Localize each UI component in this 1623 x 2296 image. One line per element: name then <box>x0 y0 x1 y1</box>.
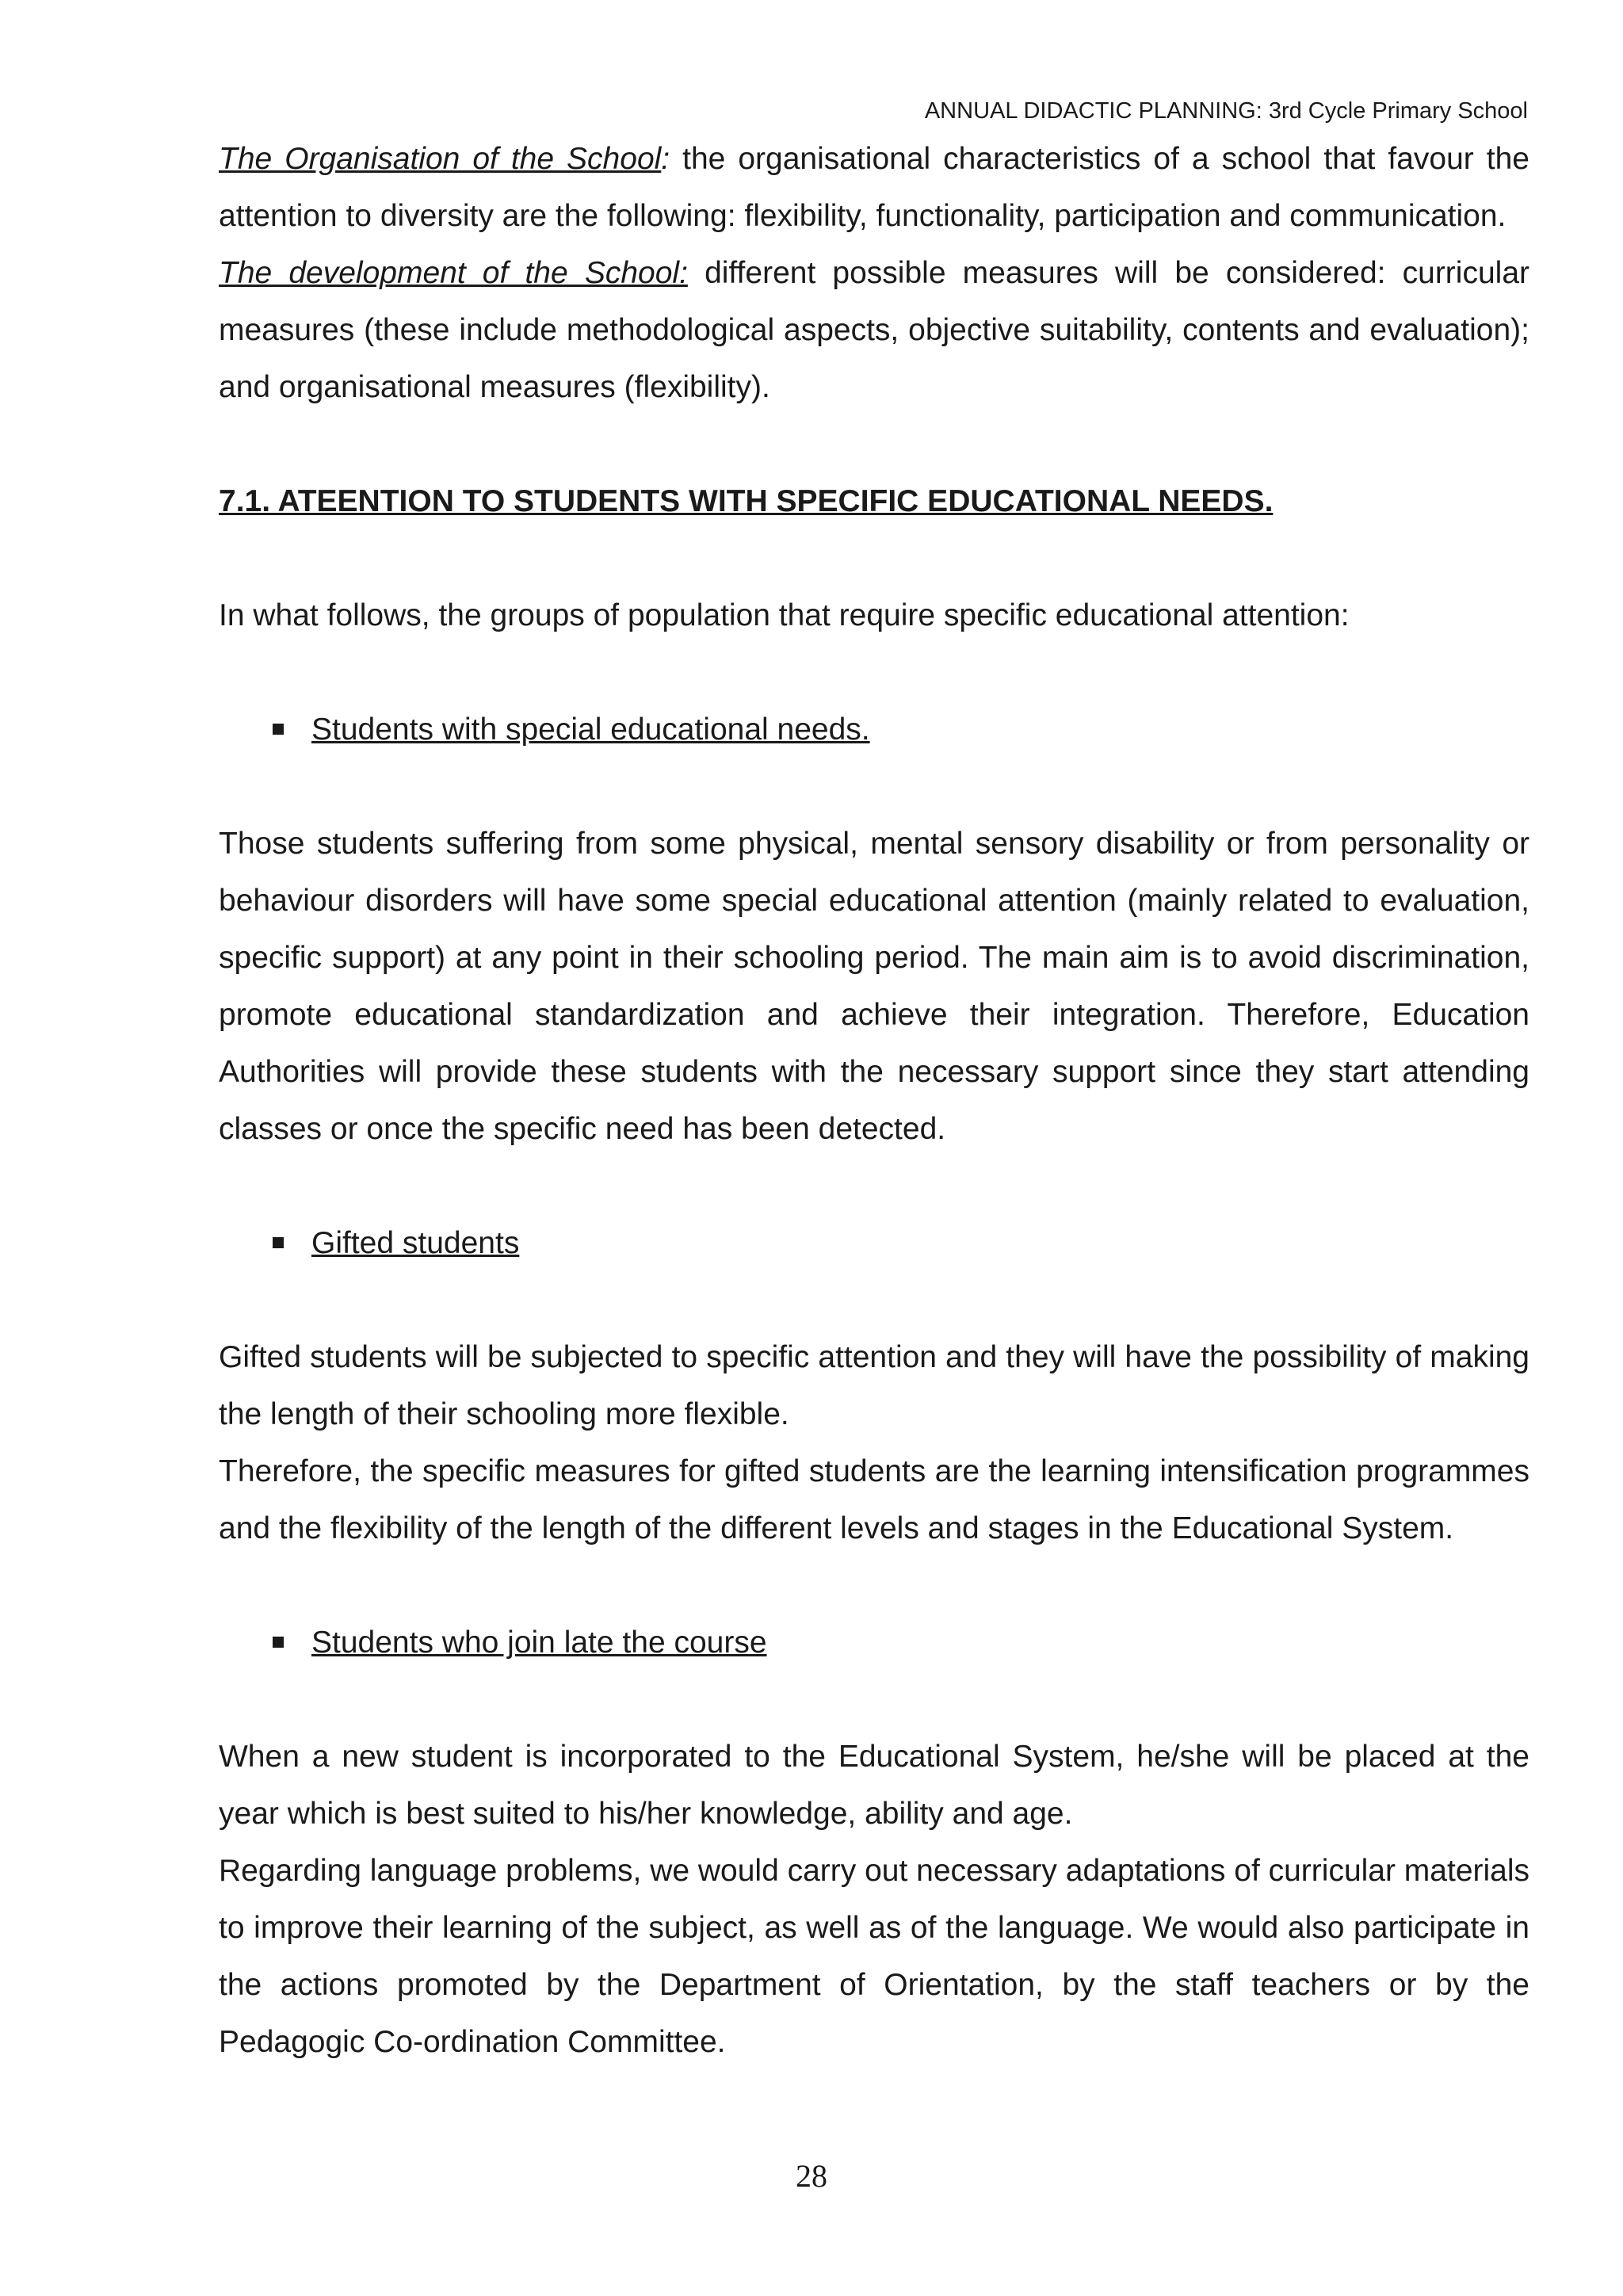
spacer <box>219 1158 1529 1215</box>
spacer <box>219 1272 1529 1329</box>
spacer <box>219 1671 1529 1729</box>
organisation-lead: The Organisation of the School <box>219 142 662 176</box>
organisation-text: the organisational characteristics of a school that favour the attention to diversity are the following: flexibility, functionality, participation and communication. <box>219 142 1529 233</box>
bullet-late-joiners <box>219 1614 1529 1671</box>
spacer <box>219 644 1529 701</box>
page-content <box>219 131 1529 2071</box>
development-paragraph <box>219 245 1529 416</box>
special-needs-paragraph: Those students suffering from some physical, mental sensory disability or from personality or behaviour disorders will have some special educational attention (mainly related to evaluation, specific support) at any point in their schooling period. The main aim is to avoid discrimination, promote educational standardization and achieve their integration. Therefore, Education Authorities will provide these students with the necessary support since they start attending classes or once the specific need has been detected. <box>219 827 1529 1146</box>
section-intro: In what follows, the groups of population that require specific educational attention: <box>219 598 1350 632</box>
section-heading: 7.1. ATEENTION TO STUDENTS WITH SPECIFIC EDUCATIONAL NEEDS. <box>219 484 1274 518</box>
bullet-label: Students with special educational needs. <box>311 712 870 747</box>
page-number: 28 <box>796 2158 827 2194</box>
late-joiners-paragraph-1: When a new student is incorporated to the Educational System, he/she will be placed at the year which is best suited to his/her knowledge, ability and age. <box>219 1740 1529 1831</box>
square-bullet-icon <box>273 1637 284 1648</box>
running-header: ANNUAL DIDACTIC PLANNING: 3rd Cycle Primary School <box>924 98 1528 124</box>
square-bullet-icon <box>273 1237 284 1248</box>
late-joiners-paragraph-2: Regarding language problems, we would carry out necessary adaptations of curricular materials to improve their learning of the subject, as well as of the language. We would also participate in the actions promoted by the Department of Orientation, by the staff teachers or by the Pedagogic Co-ordination Committee. <box>219 1854 1530 2059</box>
development-text: different possible measures will be considered: curricular measures (these include methodological aspects, objective suitability, contents and evaluation); and organisational measures (flexibility). <box>219 256 1529 404</box>
spacer <box>219 758 1529 816</box>
bullet-special-needs <box>219 701 1529 758</box>
organisation-paragraph <box>219 131 1529 245</box>
gifted-paragraph-1: Gifted students will be subjected to specific attention and they will have the possibility of making the length of their schooling more flexible. <box>219 1340 1529 1431</box>
spacer <box>219 530 1529 587</box>
organisation-lead-colon: : <box>661 142 670 176</box>
bullet-label: Students who join late the course <box>311 1626 767 1660</box>
development-lead: The development of the School: <box>219 256 688 290</box>
gifted-paragraph-2: Therefore, the specific measures for gifted students are the learning intensification programmes and the flexibility of the length of the different levels and stages in the Educational System. <box>219 1454 1529 1545</box>
square-bullet-icon <box>273 724 284 735</box>
spacer <box>219 1557 1529 1614</box>
spacer <box>219 416 1529 473</box>
bullet-gifted <box>219 1215 1529 1272</box>
bullet-label: Gifted students <box>311 1226 520 1260</box>
